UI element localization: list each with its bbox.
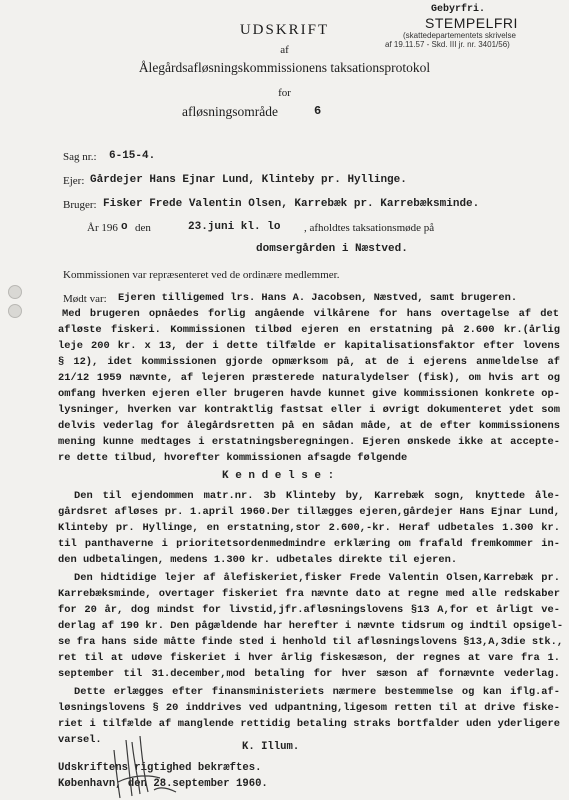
present-label: Mødt var: [63, 293, 107, 305]
area-label: afløsningsområde [182, 104, 278, 119]
confirmation-line: Udskriftens rigtighed bekræftes. [58, 762, 262, 774]
punch-hole [8, 304, 22, 318]
paragraph-line: løsningslovens § 20 inddrives ved udpantning,ligesom retten til at drive fiske- [58, 702, 560, 714]
meeting-date: 23.juni kl. lo [188, 221, 281, 233]
paragraph-line: Karrebæksminde, overtager fiskeriet fra nævnte dato at regne med alle redskaber [58, 588, 560, 600]
case-number-label: Sag nr.: [63, 151, 97, 163]
paragraph-line: Den til ejendommen matr.nr. 3b Klinteby by, Karrebæk sogn, knyttede åle- [74, 490, 560, 502]
paragraph-line: september til 31.december,mod betaling for hver sæson af fornævnte vederlag. [58, 668, 560, 680]
paragraph-line: omfang hverken ejeren eller brugeren havde kunnet give kommissionen konkrete op- [58, 388, 560, 400]
paragraph-line: den udbetalingen, medens 1.300 kr. udbetales direkte til ejeren. [58, 554, 458, 566]
paragraph-line: derlag af 190 kr. Den pågældende har herefter i nævnte tidsrum og indtil opsigel- [58, 620, 564, 632]
document-title: UDSKRIFT [239, 22, 330, 38]
year-label: År 196 [87, 222, 118, 234]
protocol-title: Ålegårdsafløsningskommissionens taksationsprotokol [138, 60, 431, 75]
den-label: den [135, 222, 151, 234]
title-af: af [280, 44, 289, 56]
paragraph-line: ret til at udøve fiskeriet i hver årlig fiskesæson, der regnes at vare fra 1. [58, 652, 560, 664]
stamp-line: af 19.11.57 - Skd. III jr. nr. 3401/56) [385, 40, 510, 49]
owner-label: Ejer: [63, 175, 85, 187]
paragraph-line: § 12), idet kommissionen gjorde opmærksom på, at de i ejerens anmeldelse af [58, 356, 560, 368]
case-number-value: 6-15-4. [109, 150, 156, 162]
paragraph-line: Den hidtidige lejer af ålefiskeriet,fisker Frede Valentin Olsen,Karrebæk pr. [74, 572, 560, 584]
paragraph-line: Klinteby pr. Hyllinge, en erstatning,stor 2.600,-kr. Heraf udbetales 1.300 kr. [58, 522, 560, 534]
stamp-line: (skattedepartementets skrivelse [403, 31, 516, 40]
owner-value: Gårdejer Hans Ejnar Lund, Klinteby pr. Hyllinge. [90, 174, 407, 186]
paragraph-line: re dette tilbud, hvorefter kommissionen afsagde følgende [58, 452, 408, 464]
year-digit: o [121, 221, 128, 233]
ruling-heading: K e n d e l s e : [222, 470, 335, 482]
area-number: 6 [314, 104, 322, 118]
paragraph-line: til panthaverne i prioritetsordenmedmindre erklæring om frafald fremkommer in- [58, 538, 560, 550]
paragraph-line: leje 200 kr. x 13, der i dette tilfælde er kapitalisationsfaktor efter lovens [58, 340, 560, 352]
paragraph-line: varsel. [58, 734, 102, 746]
punch-hole [8, 285, 22, 299]
stamp-line: Gebyrfri. [431, 4, 486, 15]
held-text: , afholdtes taksationsmøde på [304, 222, 435, 234]
commission-note: Kommissionen var repræsenteret ved de ordinære medlemmer. [63, 269, 340, 281]
stamp-line: STEMPELFRI [425, 15, 518, 31]
user-value: Fisker Frede Valentin Olsen, Karrebæk pr. Karrebæksminde. [103, 198, 480, 210]
paragraph-line: mening kunne medtages i erstatningsberegningen. Ejeren ønskede ikke at accepte- [58, 436, 560, 448]
signatory-name: K. Illum. [242, 741, 300, 753]
paragraph-line: afløste fiskeri. Kommissionen tilbød ejeren en erstatning på 2.600 kr.(årlig [58, 324, 560, 336]
user-label: Bruger: [63, 199, 97, 211]
paragraph-line: delvis vederlag for ålegårdsretten på en sådan måde, at de efter kommissionens [58, 420, 560, 432]
paragraph-line: 21/12 1959 nævnte, af lejeren præsterede naturalydelser (fisk), om hvis art og [58, 372, 560, 384]
place-date-line: København, den 28.september 1960. [58, 778, 268, 790]
paragraph-line: gårdsret afløses pr. 1.april 1960.Der tillægges ejeren,gårdejer Hans Ejnar Lund, [58, 506, 560, 518]
paragraph-line: riet i tilfælde af manglende rettidig betaling straks bortfalder uden yderligere [58, 718, 560, 730]
paragraph-line: lysninger, hverken var kontraktlig fastsat eller i øvrigt dokumenteret ydet som [58, 404, 560, 416]
meeting-place: domsergården i Næstved. [256, 243, 408, 255]
paragraph-line: Med brugeren opnåedes forlig angående vilkårene for hans overtagelse af det [62, 308, 559, 320]
title-for: for [278, 87, 291, 99]
paragraph-line: for 20 år, dog mindst for livstid,jfr.afløsningslovens §13 A,for et årligt ve- [58, 604, 560, 616]
handwritten-signature [96, 730, 186, 800]
paragraph-line: Dette erlægges efter finansministeriets nærmere bestemmelse og kan iflg.af- [74, 686, 560, 698]
paragraph-line: Ejeren tilligemed lrs. Hans A. Jacobsen, Næstved, samt brugeren. [118, 292, 518, 304]
paragraph-line: se fra hans side måtte finde sted i henhold til afløsningslovens §13,A,3die stk., [58, 636, 564, 648]
